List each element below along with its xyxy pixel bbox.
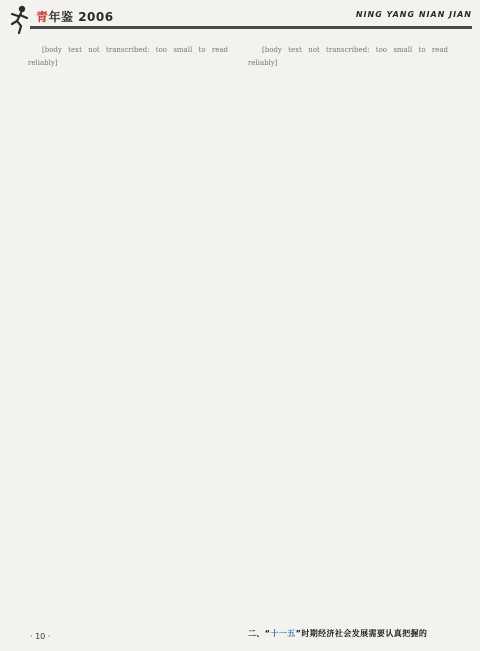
left-column xyxy=(28,44,228,634)
header-brand xyxy=(36,8,114,25)
header xyxy=(0,0,480,36)
section-heading xyxy=(248,628,474,639)
body-text-placeholder: [body text not transcribed: too small to read reliably] xyxy=(28,46,228,67)
header-right-title: NING YANG NIAN JIAN xyxy=(355,10,472,19)
header-brand-title: 年鉴 2006 xyxy=(48,10,114,24)
section-heading-suffix: ”时期经济社会发展需要认真把握的 xyxy=(295,629,428,638)
body-text-placeholder: [body text not transcribed: too small to read reliably] xyxy=(248,46,448,67)
page-number: · 10 · xyxy=(30,632,51,641)
header-brand-prefix: 青 xyxy=(36,10,49,24)
right-column xyxy=(248,44,448,592)
section-heading-prefix: 二、“ xyxy=(248,629,271,638)
runner-figure-icon xyxy=(6,4,32,34)
section-heading-accent: 十一五 xyxy=(270,629,296,638)
header-rule xyxy=(30,26,472,29)
